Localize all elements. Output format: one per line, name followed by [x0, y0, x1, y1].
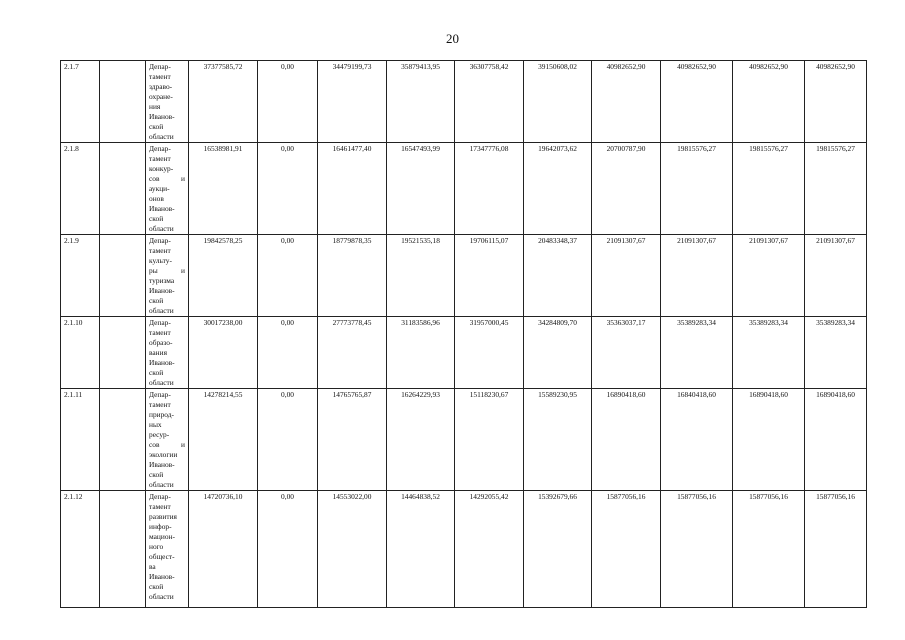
department-name-cell: [146, 491, 189, 608]
table-row: [61, 235, 867, 317]
amount-cell: 14553022,00: [318, 491, 387, 608]
department-name-line: аукци-: [149, 184, 170, 193]
department-name-line: тамент: [149, 502, 171, 511]
department-name-line: области: [149, 592, 174, 601]
department-name-cell: [146, 235, 189, 317]
department-name-line: Депар-: [149, 62, 171, 71]
amount-cell: 39150608,02: [524, 61, 592, 143]
department-name-line: образо-: [149, 338, 173, 347]
amount-cell: 16840418,60: [661, 389, 733, 491]
amount-cell: 36307758,42: [455, 61, 524, 143]
amount-cell: 19706115,07: [455, 235, 524, 317]
amount-cell: 35389283,34: [661, 317, 733, 389]
budget-table: [60, 60, 867, 608]
amount-cell: 18779878,35: [318, 235, 387, 317]
department-name-line: тамент: [149, 400, 171, 409]
amount-cell: 14765765,87: [318, 389, 387, 491]
department-name-line: области: [149, 132, 174, 141]
amount-cell: 0,00: [258, 143, 318, 235]
department-name-line: Депар-: [149, 144, 171, 153]
department-name-line: ской: [149, 122, 164, 131]
table-row: [61, 143, 867, 235]
department-name-line: ской: [149, 368, 164, 377]
row-code-cell: 2.1.10: [61, 317, 100, 389]
department-name-line: Депар-: [149, 492, 171, 501]
amount-cell: 30017238,00: [189, 317, 258, 389]
department-name-line: сов и: [149, 440, 185, 449]
department-name-line: ния: [149, 102, 161, 111]
empty-cell: [100, 317, 146, 389]
amount-cell: 0,00: [258, 61, 318, 143]
amount-cell: 34284809,70: [524, 317, 592, 389]
department-name-line: Иванов-: [149, 572, 175, 581]
amount-cell: 0,00: [258, 317, 318, 389]
table-body: [61, 61, 867, 608]
amount-cell: 20483348,37: [524, 235, 592, 317]
department-name-line: ры и: [149, 266, 185, 275]
department-name-line: Иванов-: [149, 460, 175, 469]
department-name-line: онов: [149, 194, 164, 203]
department-name-line: области: [149, 224, 174, 233]
row-code-cell: 2.1.8: [61, 143, 100, 235]
amount-cell: 15118230,67: [455, 389, 524, 491]
amount-cell: 37377585,72: [189, 61, 258, 143]
amount-cell: 40982652,90: [733, 61, 805, 143]
amount-cell: 15877056,16: [805, 491, 867, 608]
amount-cell: 15392679,66: [524, 491, 592, 608]
department-name-line: области: [149, 480, 174, 489]
amount-cell: 16264229,93: [387, 389, 455, 491]
department-name-line: ской: [149, 582, 164, 591]
department-name-line: вания: [149, 348, 167, 357]
row-code-cell: 2.1.12: [61, 491, 100, 608]
department-name-line: сов и: [149, 174, 185, 183]
department-name-line: ресур-: [149, 430, 170, 439]
amount-cell: 34479199,73: [318, 61, 387, 143]
department-name-line: ного: [149, 542, 164, 551]
department-name-line: охране-: [149, 92, 173, 101]
department-name-line: туризма: [149, 276, 175, 285]
department-name-line: Иванов-: [149, 358, 175, 367]
amount-cell: 19815576,27: [661, 143, 733, 235]
department-name-line: тамент: [149, 328, 171, 337]
amount-cell: 16547493,99: [387, 143, 455, 235]
department-name-line: мацион-: [149, 532, 175, 541]
amount-cell: 16461477,40: [318, 143, 387, 235]
department-name-line: Иванов-: [149, 112, 175, 121]
department-name-line: ской: [149, 214, 164, 223]
table-row: [61, 389, 867, 491]
amount-cell: 14278214,55: [189, 389, 258, 491]
department-name-line: инфор-: [149, 522, 172, 531]
amount-cell: 17347776,08: [455, 143, 524, 235]
amount-cell: 19642073,62: [524, 143, 592, 235]
row-code-cell: 2.1.9: [61, 235, 100, 317]
empty-cell: [100, 491, 146, 608]
amount-cell: 40982652,90: [592, 61, 661, 143]
department-name-line: тамент: [149, 154, 171, 163]
department-name-line: Иванов-: [149, 204, 175, 213]
amount-cell: 35389283,34: [805, 317, 867, 389]
amount-cell: 16538981,91: [189, 143, 258, 235]
department-name-line: ва: [149, 562, 156, 571]
department-name-line: общест-: [149, 552, 175, 561]
department-name-line: природ-: [149, 410, 175, 419]
amount-cell: 31183586,96: [387, 317, 455, 389]
amount-cell: 21091307,67: [805, 235, 867, 317]
amount-cell: 19842578,25: [189, 235, 258, 317]
department-name-line: развития: [149, 512, 177, 521]
empty-cell: [100, 235, 146, 317]
amount-cell: 0,00: [258, 389, 318, 491]
amount-cell: 15877056,16: [733, 491, 805, 608]
empty-cell: [100, 143, 146, 235]
amount-cell: 19815576,27: [805, 143, 867, 235]
department-name-cell: [146, 143, 189, 235]
amount-cell: 16890418,60: [592, 389, 661, 491]
department-name-line: ской: [149, 470, 164, 479]
amount-cell: 21091307,67: [733, 235, 805, 317]
amount-cell: 16890418,60: [733, 389, 805, 491]
amount-cell: 35363037,17: [592, 317, 661, 389]
department-name-line: Депар-: [149, 390, 171, 399]
amount-cell: 14464838,52: [387, 491, 455, 608]
amount-cell: 21091307,67: [592, 235, 661, 317]
department-name-line: ской: [149, 296, 164, 305]
amount-cell: 14292055,42: [455, 491, 524, 608]
amount-cell: 0,00: [258, 235, 318, 317]
row-code-cell: 2.1.7: [61, 61, 100, 143]
amount-cell: 14720736,10: [189, 491, 258, 608]
department-name-line: ных: [149, 420, 162, 429]
table-row: [61, 491, 867, 608]
amount-cell: 31957000,45: [455, 317, 524, 389]
empty-cell: [100, 389, 146, 491]
amount-cell: 21091307,67: [661, 235, 733, 317]
department-name-line: конкур-: [149, 164, 174, 173]
department-name-line: здраво-: [149, 82, 173, 91]
amount-cell: 16890418,60: [805, 389, 867, 491]
department-name-cell: [146, 317, 189, 389]
empty-cell: [100, 61, 146, 143]
amount-cell: 40982652,90: [661, 61, 733, 143]
amount-cell: 35879413,95: [387, 61, 455, 143]
amount-cell: 35389283,34: [733, 317, 805, 389]
department-name-cell: [146, 61, 189, 143]
department-name-line: области: [149, 306, 174, 315]
amount-cell: 15877056,16: [661, 491, 733, 608]
table-row: [61, 61, 867, 143]
department-name-line: тамент: [149, 72, 171, 81]
row-code-cell: 2.1.11: [61, 389, 100, 491]
department-name-line: области: [149, 378, 174, 387]
department-name-line: Иванов-: [149, 286, 175, 295]
amount-cell: 27773778,45: [318, 317, 387, 389]
department-name-cell: [146, 389, 189, 491]
department-name-line: культу-: [149, 256, 172, 265]
amount-cell: 15877056,16: [592, 491, 661, 608]
amount-cell: 0,00: [258, 491, 318, 608]
page-number: 20: [446, 31, 459, 46]
department-name-line: тамент: [149, 246, 171, 255]
table-row: [61, 317, 867, 389]
department-name-line: Депар-: [149, 318, 171, 327]
amount-cell: 20700787,90: [592, 143, 661, 235]
department-name-line: экологии: [149, 450, 178, 459]
amount-cell: 40982652,90: [805, 61, 867, 143]
amount-cell: 19815576,27: [733, 143, 805, 235]
amount-cell: 15589230,95: [524, 389, 592, 491]
department-name-line: Депар-: [149, 236, 171, 245]
amount-cell: 19521535,18: [387, 235, 455, 317]
